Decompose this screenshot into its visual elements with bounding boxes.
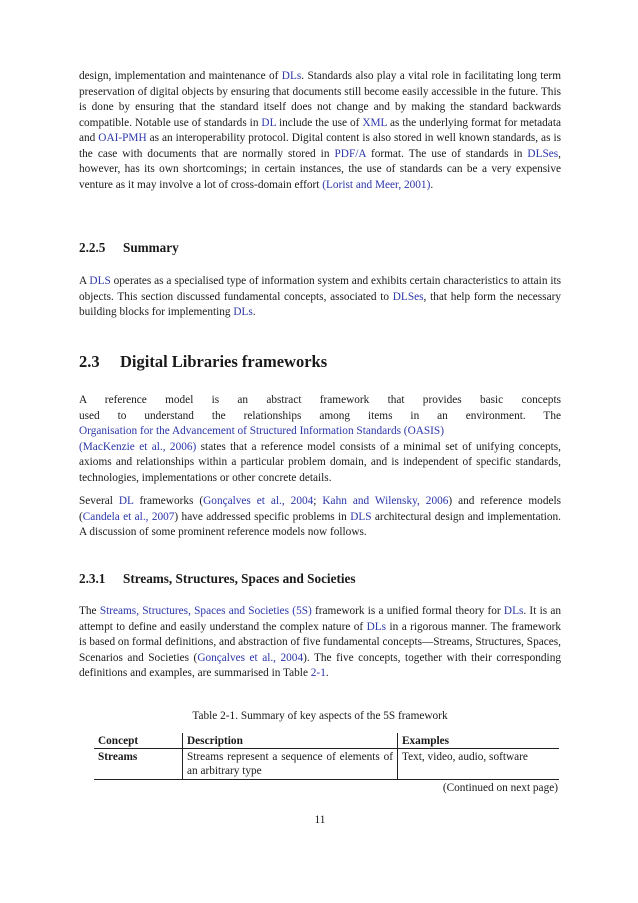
paragraph-standards <box>79 69 561 193</box>
paragraph-reference-model <box>79 393 561 486</box>
link-dl[interactable]: DL <box>118 495 134 507</box>
text: include the use of <box>276 116 363 129</box>
link-xml[interactable]: XML <box>362 116 388 129</box>
text: design, implementation and maintenance of <box>79 70 282 82</box>
citation-mackenzie[interactable]: (MacKenzie et al., 2006) <box>79 440 197 453</box>
table-cell: Text, video, audio, software <box>398 749 560 780</box>
link-dls[interactable]: DLs <box>233 306 253 318</box>
citation-goncalves[interactable]: Gonçalves et al., 2004 <box>197 651 304 664</box>
citation-kahn-wilensky[interactable]: Kahn and Wilensky, 2006 <box>322 495 449 507</box>
table-continued-note: (Continued on next page) <box>442 782 558 794</box>
table-5s-summary <box>94 733 559 780</box>
text: . <box>325 667 329 679</box>
link-oai-pmh[interactable]: OAI-PMH <box>98 132 147 144</box>
link-table-2-1[interactable]: 2-1 <box>310 667 326 679</box>
text: ) and reference models ( <box>79 495 562 523</box>
text: in a rigorous manner. The framework is based on formal definitions, and abstraction of five fundamental concepts—Streams, Structures, Spaces, Scenarios and Societies ( <box>79 620 562 664</box>
text: . <box>252 306 256 318</box>
text-line: A reference model is an abstract framework that provides basic concepts <box>79 394 561 406</box>
text: architectural design and implementation. A discussion of some prominent reference models now follows. <box>79 510 561 538</box>
section-title: Summary <box>123 240 179 255</box>
section-number: 2.3 <box>79 352 100 371</box>
text: , that help form the necessary building blocks for implementing <box>79 290 561 318</box>
text: frameworks ( <box>133 495 204 507</box>
table-caption: Table 2-1. Summary of key aspects of the 5S framework <box>192 710 448 722</box>
section-heading-5s <box>79 571 355 587</box>
section-heading-dl-frameworks <box>79 352 327 372</box>
citation-goncalves[interactable]: Gonçalves et al., 2004 <box>203 495 314 507</box>
paragraph-5s <box>79 604 561 682</box>
text: states that a reference model consists of a minimal set of unifying concepts, axioms and relationships within a particular problem domain, and is independent of specific standards, technologies, implementations or other concrete details. <box>79 440 561 484</box>
paragraph-summary <box>79 274 561 321</box>
column-header: Concept <box>94 733 183 749</box>
text: . It is an attempt to define and easily understand the complex nature of <box>79 605 562 633</box>
text: Several <box>79 495 119 507</box>
table-header-row <box>94 733 559 749</box>
link-dls[interactable]: DLs <box>503 605 524 617</box>
text: ) have addressed specific problems in <box>174 510 351 523</box>
text: operates as a specialised type of information system and exhibits certain characteristics to attain its objects. This section discussed fundamental concepts, associated to <box>79 275 562 303</box>
link-dls[interactable]: DLs <box>366 620 387 633</box>
paragraph-frameworks <box>79 494 561 541</box>
table-cell: Streams <box>94 749 183 780</box>
section-number: 2.3.1 <box>79 571 106 586</box>
link-5s[interactable]: Streams, Structures, Spaces and Societies (5S) <box>99 605 312 617</box>
section-title: Digital Libraries frameworks <box>120 352 328 371</box>
link-dls[interactable]: DLs <box>281 70 302 82</box>
link-dl[interactable]: DL <box>261 116 277 129</box>
column-header: Description <box>183 733 398 749</box>
text-line: used to understand the relationships among items in an environment. The <box>79 409 561 422</box>
text: format. The use of standards in <box>365 147 528 160</box>
table-cell: Streams represent a sequence of elements of an arbitrary type <box>183 749 398 780</box>
text: . <box>430 178 434 191</box>
section-number: 2.2.5 <box>79 240 106 255</box>
text: ). The five concepts, together with their corresponding definitions and examples, are summarised in Table <box>79 651 561 679</box>
table-row <box>94 749 559 780</box>
text: The <box>79 605 100 617</box>
text: , however, has its own shortcomings; in certain instances, the use of standards can be a very expensive venture as it may involve a lot of cross-domain effort <box>79 147 561 191</box>
citation-candela[interactable]: Candela et al., 2007 <box>82 510 175 523</box>
page-number: 11 <box>314 814 326 826</box>
link-dlses[interactable]: DLSes <box>527 147 559 160</box>
section-title: Streams, Structures, Spaces and Societies <box>123 571 356 586</box>
link-dls[interactable]: DLS <box>350 510 372 523</box>
column-header: Examples <box>398 733 560 749</box>
text: ; <box>313 495 323 507</box>
text: A <box>79 275 90 287</box>
link-dls[interactable]: DLS <box>89 275 111 287</box>
text: . Standards also play a vital role in facilitating long term preservation of digital objects by ensuring that documents still become easily accessible in the future. This is done by ensuring that the standard itself does not change and by making the standard backwards compatible. Notable use of standards in <box>79 70 561 129</box>
citation-lorist-meer[interactable]: (Lorist and Meer, 2001) <box>322 178 431 191</box>
section-heading-summary <box>79 240 179 256</box>
link-dlses[interactable]: DLSes <box>392 290 424 303</box>
text: framework is a unified formal theory for <box>311 605 504 617</box>
text: as an interoperability protocol. Digital content is also stored in well known standards, as is the case with documents that are normally stored in <box>79 132 561 160</box>
link-oasis[interactable]: Organisation for the Advancement of Structured Information Standards (OASIS) <box>79 425 444 437</box>
text: as the underlying format for metadata and <box>79 116 561 144</box>
link-pdfa[interactable]: PDF/A <box>334 147 366 160</box>
